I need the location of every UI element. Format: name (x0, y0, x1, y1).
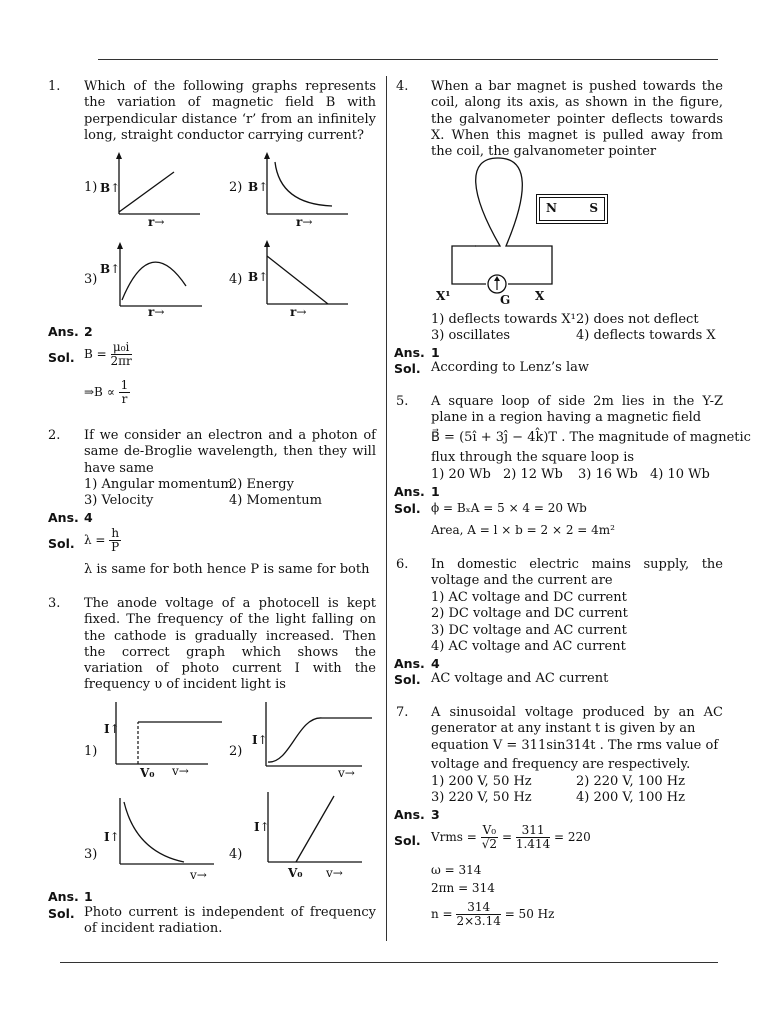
q5-option-3: 3) 16 Wb (578, 467, 638, 482)
q6-sol-label: Sol. (394, 672, 421, 687)
q6-ans-label: Ans. (394, 656, 425, 671)
q7-sol-omega: ω = 314 (431, 863, 482, 877)
q2-ans-value: 4 (84, 510, 93, 525)
q1-g4-ylabel: B↑ (248, 270, 269, 284)
q5-sol-line1: ϕ = BₓA = 5 × 4 = 20 Wb (431, 501, 587, 515)
bar-magnet (539, 197, 605, 221)
q5-option-4: 4) 10 Wb (650, 467, 710, 482)
q2-sol-label: Sol. (48, 536, 75, 551)
q3-g2-xlabel: v→ (338, 766, 355, 780)
q2-sol-formula: λ = $\frac{h}{P}$ (84, 526, 120, 554)
q1-option-3-label: 3) (84, 272, 98, 287)
header-rule (98, 59, 718, 60)
q3-g2-ylabel: I↑ (252, 733, 268, 747)
q4-option-3: 3) oscillates (431, 328, 511, 343)
q7-ans-label: Ans. (394, 807, 425, 822)
q5-sol-label: Sol. (394, 501, 421, 516)
q7-option-2: 2) 220 V, 100 Hz (576, 774, 685, 789)
q1-g3-ylabel: B↑ (100, 262, 121, 276)
q3-number: 3. (48, 596, 61, 611)
q3-g4-ylabel: I↑ (254, 820, 270, 834)
q5-number: 5. (396, 394, 409, 409)
q2-text: If we consider an electron and a photon of same de-Broglie wavelength, then they will have same (84, 428, 376, 476)
q4-option-2: 2) does not deflect (576, 312, 699, 327)
q3-sol-text: Photo current is independent of frequency of incident radiation. (84, 905, 376, 937)
q3-graph-3 (102, 798, 232, 878)
q3-g4-v0: V₀ (288, 866, 303, 880)
q2-option-2: 2) Energy (229, 477, 294, 492)
q1-number: 1. (48, 79, 61, 94)
q1-sol-proportion: ⇒B ∝ $\frac{1}{r}$ (84, 378, 129, 406)
q6-option-1: 1) AC voltage and DC current (431, 590, 627, 605)
q3-g3-ylabel: I↑ (104, 830, 120, 844)
q1-option-4-label: 4) (229, 272, 243, 287)
q3-g3-xlabel: v→ (190, 868, 207, 882)
q5-option-1: 1) 20 Wb (431, 467, 491, 482)
q3-g1-v0: V₀ (140, 766, 155, 780)
q4-ans-label: Ans. (394, 345, 425, 360)
q3-option-2-label: 2) (229, 744, 243, 759)
q4-sol-text: According to Lenz’s law (431, 360, 589, 375)
q3-ans-value: 1 (84, 889, 93, 904)
q4-number: 4. (396, 79, 409, 94)
q3-option-1-label: 1) (84, 744, 98, 759)
q7-ans-value: 3 (431, 807, 440, 822)
q4-text: When a bar magnet is pushed towards the coil, along its axis, as shown in the figure, the galvanometer pointer deflects towards X. When this magnet is pulled away from the coil, the galvanometer pointer (431, 79, 723, 160)
q1-g1-xlabel: r→ (148, 215, 165, 229)
q2-sol-text: λ is same for both hence P is same for both (84, 562, 370, 577)
q6-option-3: 3) DC voltage and AC current (431, 623, 627, 638)
q4-ans-value: 1 (431, 345, 440, 360)
q1-option-1-label: 1) (84, 180, 98, 195)
q6-option-2: 2) DC voltage and DC current (431, 606, 628, 621)
q5-text-c: flux through the square loop is (431, 450, 635, 465)
label-x: X (535, 289, 545, 303)
q1-g4-xlabel: r→ (290, 305, 307, 319)
q1-option-2-label: 2) (229, 180, 243, 195)
magnet-s: S (589, 201, 598, 215)
column-divider (386, 76, 387, 941)
q6-sol-text: AC voltage and AC current (431, 671, 609, 686)
q6-number: 6. (396, 557, 409, 572)
footer-rule (60, 962, 718, 963)
q1-ans-label: Ans. (48, 324, 79, 339)
q3-g1-ylabel: I↑ (104, 722, 120, 736)
q3-g4-xlabel: v→ (326, 866, 343, 880)
q5-sol-line2: Area, A = l × b = 2 × 2 = 4m² (431, 523, 615, 537)
q3-text: The anode voltage of a photocell is kept fixed. The frequency of the light falling on the cathode is gradually increased. Then the correct graph which shows the variation of photo current I with the frequency υ of incident light is (84, 596, 376, 693)
q2-ans-label: Ans. (48, 510, 79, 525)
q3-ans-label: Ans. (48, 889, 79, 904)
q7-sol-label: Sol. (394, 833, 421, 848)
q7-option-4: 4) 200 V, 100 Hz (576, 790, 685, 805)
q7-option-3: 3) 220 V, 50 Hz (431, 790, 532, 805)
magnet-n: N (546, 201, 557, 215)
q1-g2-ylabel: B↑ (248, 180, 269, 194)
q1-sol-formula: B = $\frac{\text{μ₀i}}{2\pi r}$ (84, 340, 132, 368)
q1-g2-xlabel: r→ (296, 215, 313, 229)
q5-ans-label: Ans. (394, 484, 425, 499)
q3-option-3-label: 3) (84, 847, 98, 862)
q4-option-4: 4) deflects towards X (576, 328, 716, 343)
q7-option-1: 1) 200 V, 50 Hz (431, 774, 532, 789)
q2-option-4: 4) Momentum (229, 493, 322, 508)
q1-g3-xlabel: r→ (148, 305, 165, 319)
label-x1: X¹ (436, 289, 451, 303)
q1-g1-ylabel: B↑ (100, 181, 121, 195)
q7-sol-2pin: 2πn = 314 (431, 881, 495, 895)
q4-sol-label: Sol. (394, 361, 421, 376)
q1-ans-value: 2 (84, 324, 93, 339)
q7-text-b: equation V = 311sin314t . The rms value of (431, 738, 719, 753)
q5-ans-value: 1 (431, 484, 440, 499)
q3-graph-1 (98, 702, 218, 777)
q7-sol-vrms: Vrms = $\frac{\text{V₀}}{√2}$ = $\frac{311}{1.414}$ = 220 (431, 823, 591, 851)
q2-option-3: 3) Velocity (84, 493, 154, 508)
q7-number: 7. (396, 705, 409, 720)
q3-sol-label: Sol. (48, 906, 75, 921)
q7-text-c: voltage and frequency are respectively. (431, 757, 691, 772)
q5-text-a: A square loop of side 2m lies in the Y-Z plane in a region having a magnetic field (431, 394, 723, 426)
q6-option-4: 4) AC voltage and AC current (431, 639, 626, 654)
q1-sol-label: Sol. (48, 350, 75, 365)
coil-circuit-diagram (440, 154, 640, 304)
q3-g1-xlabel: v→ (172, 764, 189, 778)
q5-text-b: B⃗ = (5î + 3ĵ − 4k̂)T . The magnitude of magnetic (431, 430, 751, 445)
q1-text: Which of the following graphs represents the variation of magnetic field B with perpendicular distance ‘r’ from an infinitely long, straight conductor carrying current? (84, 79, 376, 143)
q2-number: 2. (48, 428, 61, 443)
q6-ans-value: 4 (431, 656, 440, 671)
label-g: G (500, 293, 511, 307)
q7-text-a: A sinusoidal voltage produced by an AC generator at any instant t is given by an (431, 705, 723, 737)
q2-option-1: 1) Angular momentum (84, 477, 233, 492)
q3-option-4-label: 4) (229, 847, 243, 862)
q4-option-1: 1) deflects towards X¹ (431, 312, 576, 327)
q7-sol-frequency: n = $\frac{314}{2\times 3.14}$ = 50 Hz (431, 900, 555, 928)
q5-option-2: 2) 12 Wb (503, 467, 563, 482)
q6-text: In domestic electric mains supply, the voltage and the current are (431, 557, 723, 589)
